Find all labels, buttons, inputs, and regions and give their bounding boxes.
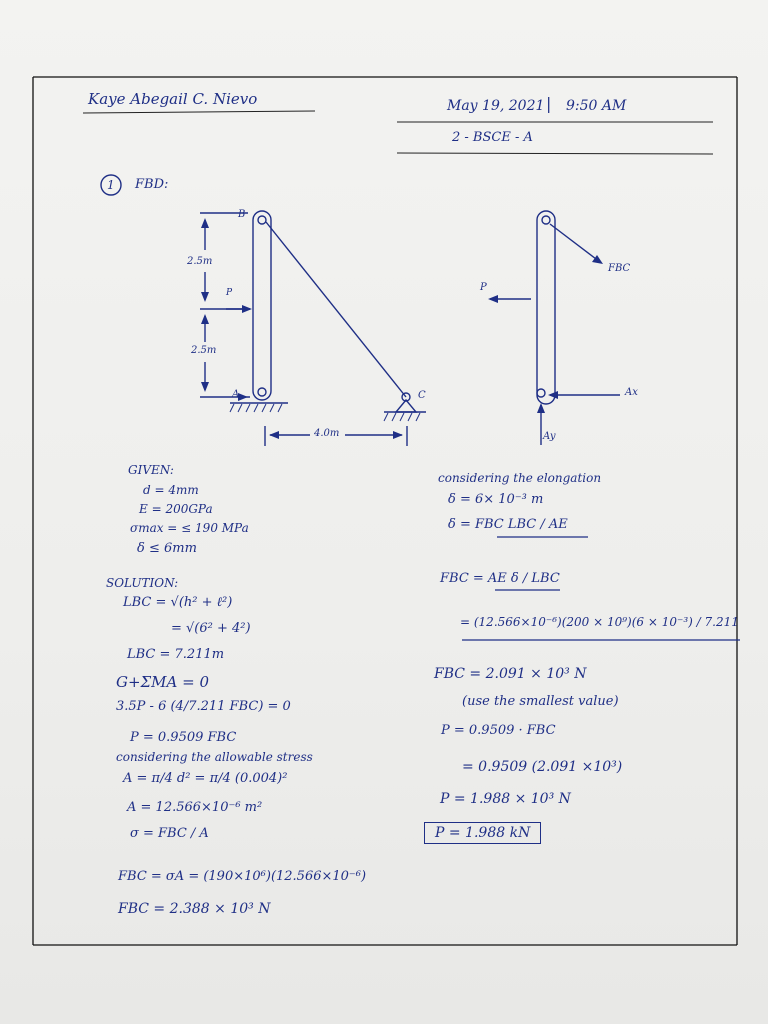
dim-top-label: 2.5m <box>187 256 213 267</box>
time: 9:50 AM <box>566 98 627 114</box>
dim-bottom-label: 2.5m <box>191 345 217 356</box>
problem-number: 1 <box>107 178 115 192</box>
label-a: A <box>232 389 240 400</box>
right-work-line: (use the smallest value) <box>462 694 619 709</box>
label-p-left: P <box>226 288 233 298</box>
solution-line: = √(6² + 4²) <box>171 621 251 636</box>
label-fbc: FBC <box>608 263 631 274</box>
solution-line: A = π/4 d² = π/4 (0.004)² <box>123 771 288 786</box>
fbd-title: FBD: <box>135 177 169 192</box>
solution-line: LBC = 7.211m <box>127 647 225 662</box>
label-ax: Ax <box>625 387 638 398</box>
section: 2 - BSCE - A <box>452 130 533 145</box>
solution-line: A = 12.566×10⁻⁶ m² <box>127 800 263 815</box>
given-line: d = 4mm <box>143 483 199 497</box>
solution-line: considering the allowable stress <box>116 750 313 764</box>
solution-line: P = 0.9509 FBC <box>130 730 237 745</box>
given-line: E = 200GPa <box>139 502 213 516</box>
right-work-line: P = 1.988 × 10³ N <box>440 791 571 807</box>
solution-title: SOLUTION: <box>106 576 179 590</box>
right-work-line: = (12.566×10⁻⁶)(200 × 10⁹)(6 × 10⁻³) / 7.211 <box>460 615 739 629</box>
dim-width-label: 4.0m <box>314 428 340 439</box>
solution-line: 3.5P - 6 (4/7.211 FBC) = 0 <box>116 699 291 714</box>
label-p-right: P <box>480 282 487 293</box>
right-work-line: δ = FBC LBC / AE <box>448 517 568 532</box>
solution-line: G+ΣMA = 0 <box>116 673 209 691</box>
given-title: GIVEN: <box>128 463 174 477</box>
label-b: B <box>238 209 246 220</box>
given-line: δ ≤ 6mm <box>137 541 197 556</box>
right-work-line: P = 0.9509 · FBC <box>441 723 556 738</box>
date-time-separator: | <box>546 94 552 113</box>
label-ay: Ay <box>543 431 556 442</box>
student-name: Kaye Abegail C. Nievo <box>88 90 258 108</box>
date: May 19, 2021 <box>447 98 545 114</box>
right-work-line: FBC = 2.091 × 10³ N <box>434 666 587 682</box>
solution-line: σ = FBC / A <box>130 826 209 841</box>
solution-line: FBC = σA = (190×10⁶)(12.566×10⁻⁶) <box>118 869 367 884</box>
solution-line: LBC = √(h² + ℓ²) <box>123 595 233 610</box>
right-work-line: = 0.9509 (2.091 ×10³) <box>462 759 623 775</box>
solution-line: FBC = 2.388 × 10³ N <box>118 901 271 917</box>
right-work-line: δ = 6× 10⁻³ m <box>448 492 544 507</box>
label-c: C <box>418 390 426 401</box>
given-line: σmax = ≤ 190 MPa <box>130 521 249 535</box>
right-work-line: FBC = AE δ / LBC <box>440 571 560 586</box>
final-answer-box: P = 1.988 kN <box>424 822 541 844</box>
right-work-line: considering the elongation <box>438 471 602 485</box>
